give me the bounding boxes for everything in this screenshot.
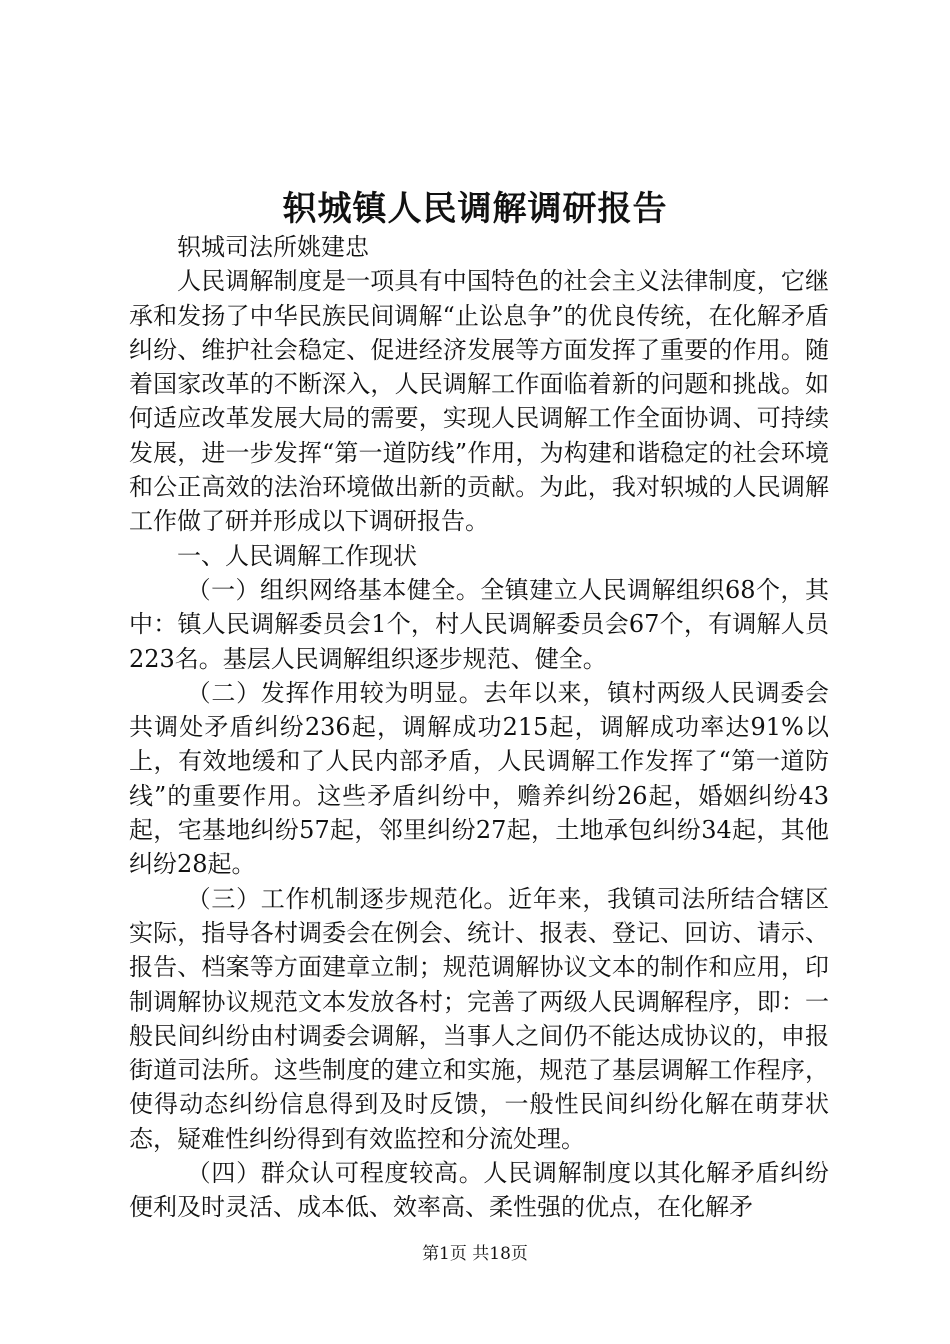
paragraph-intro: 人民调解制度是一项具有中国特色的社会主义法律制度，它继承和发扬了中华民族民间调解“止讼息争”的优良传统，在化解矛盾纠纷、维护社会稳定、促进经济发展等方面发挥了重要的作用。随着国家改革的不断深入，人民调解工作面临着新的问题和挑战。如何适应改革发展大局的需要，实现人民调解工作全面协调、可持续发展，进一步发挥“第一道防线”作用，为构建和谐稳定的社会环境和公正高效的法治环境做出新的贡献。为此，我对轵城的人民调解工作做了研并形成以下调研报告。 xyxy=(129,267,829,536)
paragraph-item-4: （四）群众认可程度较高。人民调解制度以其化解矛盾纠纷便利及时灵活、成本低、效率高、柔性强的优点，在化解矛 xyxy=(129,1159,829,1222)
author-line: 轵城司法所姚建忠 xyxy=(177,233,369,261)
paragraph-item-3: （三）工作机制逐步规范化。近年来，我镇司法所结合辖区实际，指导各村调委会在例会、统计、报表、登记、回访、请示、报告、档案等方面建章立制；规范调解协议文本的制作和应用，印制调解协议规范文本发放各村；完善了两级人民调解程序，即：一般民间纠纷由村调委会调解，当事人之间仍不能达成协议的，申报街道司法所。这些制度的建立和实施，规范了基层调解工作程序，使得动态纠纷信息得到及时反馈，一般性民间纠纷化解在萌芽状态，疑难性纠纷得到有效监控和分流处理。 xyxy=(129,884,829,1153)
document-title: 轵城镇人民调解调研报告 xyxy=(282,189,668,229)
paragraph-item-2: （二）发挥作用较为明显。去年以来，镇村两级人民调委会共调处矛盾纠纷236起，调解成功215起，调解成功率达91%以上，有效地缓和了人民内部矛盾，人民调解工作发挥了“第一道防线”的重要作用。这些矛盾纠纷中，赡养纠纷26起，婚姻纠纷43起，宅基地纠纷57起，邻里纠纷27起，土地承包纠纷34起，其他纠纷28起。 xyxy=(129,678,829,879)
paragraph-item-1: （一）组织网络基本健全。全镇建立人民调解组织68个，其中：镇人民调解委员会1个，村人民调解委员会67个，有调解人员223名。基层人民调解组织逐步规范、健全。 xyxy=(129,575,829,673)
page-footer: 第1页 共18页 xyxy=(422,1244,528,1264)
document-body xyxy=(129,230,829,1225)
section-heading-1: 一、人民调解工作现状 xyxy=(177,541,417,570)
